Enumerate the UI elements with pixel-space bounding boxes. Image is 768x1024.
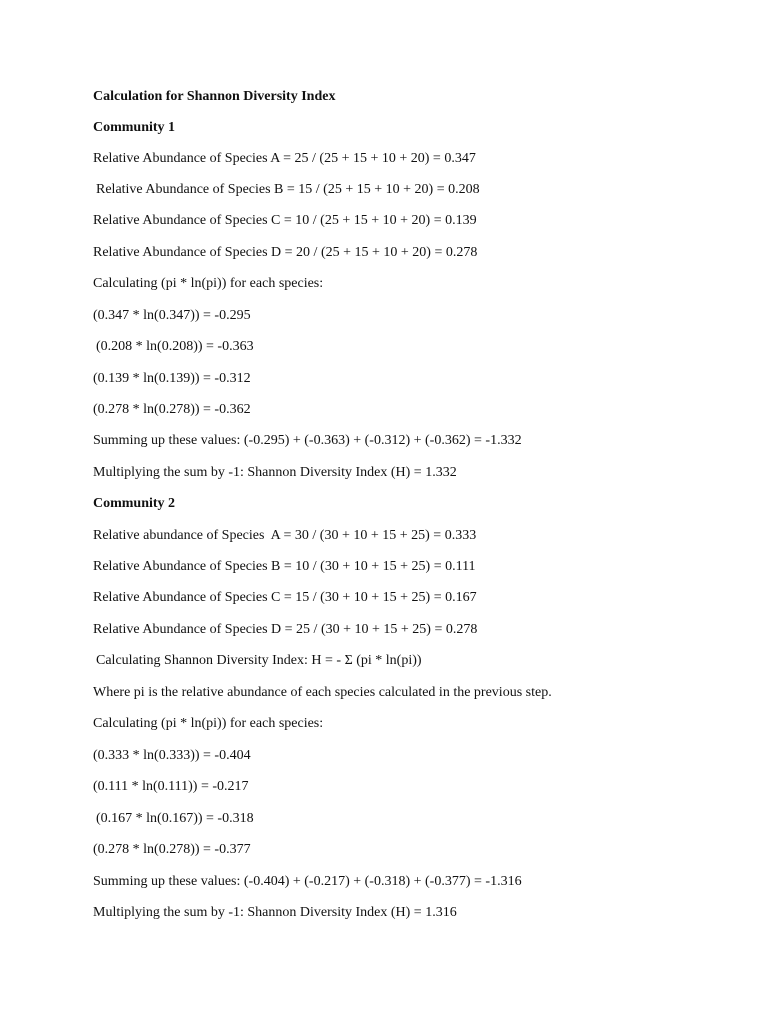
c1-calc-intro: Calculating (pi * ln(pi)) for each species: <box>93 276 324 291</box>
c1-calc-b: (0.208 * ln(0.208)) = -0.363 <box>96 339 254 354</box>
community-2-heading: Community 2 <box>93 496 176 511</box>
c1-calc-a: (0.347 * ln(0.347)) = -0.295 <box>93 308 251 323</box>
c2-where: Where pi is the relative abundance of each species calculated in the previous step. <box>93 685 552 700</box>
document-title: Calculation for Shannon Diversity Index <box>93 89 336 104</box>
c1-abundance-a: Relative Abundance of Species A = 25 / (25 + 15 + 10 + 20) = 0.347 <box>93 151 476 166</box>
c2-abundance-a: Relative abundance of Species A = 30 / (30 + 10 + 15 + 25) = 0.333 <box>93 528 477 543</box>
c2-abundance-b: Relative Abundance of Species B = 10 / (30 + 10 + 15 + 25) = 0.111 <box>93 559 476 574</box>
c1-abundance-c: Relative Abundance of Species C = 10 / (25 + 15 + 10 + 20) = 0.139 <box>93 213 477 228</box>
c2-calc-b: (0.111 * ln(0.111)) = -0.217 <box>93 779 249 794</box>
c2-formula: Calculating Shannon Diversity Index: H = - Σ (pi * ln(pi)) <box>96 653 422 668</box>
c1-calc-c: (0.139 * ln(0.139)) = -0.312 <box>93 371 251 386</box>
c1-calc-d: (0.278 * ln(0.278)) = -0.362 <box>93 402 251 417</box>
c1-abundance-b: Relative Abundance of Species B = 15 / (25 + 15 + 10 + 20) = 0.208 <box>96 182 480 197</box>
c2-result: Multiplying the sum by -1: Shannon Diversity Index (H) = 1.316 <box>93 905 457 920</box>
c2-abundance-c: Relative Abundance of Species C = 15 / (30 + 10 + 15 + 25) = 0.167 <box>93 590 477 605</box>
c2-calc-intro: Calculating (pi * ln(pi)) for each species: <box>93 716 324 731</box>
c1-sum: Summing up these values: (-0.295) + (-0.363) + (-0.312) + (-0.362) = -1.332 <box>93 433 522 448</box>
c2-abundance-d: Relative Abundance of Species D = 25 / (30 + 10 + 15 + 25) = 0.278 <box>93 622 478 637</box>
c2-calc-c: (0.167 * ln(0.167)) = -0.318 <box>96 811 254 826</box>
community-1-heading: Community 1 <box>93 120 176 135</box>
c1-result: Multiplying the sum by -1: Shannon Diversity Index (H) = 1.332 <box>93 465 457 480</box>
c2-calc-d: (0.278 * ln(0.278)) = -0.377 <box>93 842 251 857</box>
c1-abundance-d: Relative Abundance of Species D = 20 / (25 + 15 + 10 + 20) = 0.278 <box>93 245 478 260</box>
c2-sum: Summing up these values: (-0.404) + (-0.217) + (-0.318) + (-0.377) = -1.316 <box>93 874 522 889</box>
c2-calc-a: (0.333 * ln(0.333)) = -0.404 <box>93 748 251 763</box>
